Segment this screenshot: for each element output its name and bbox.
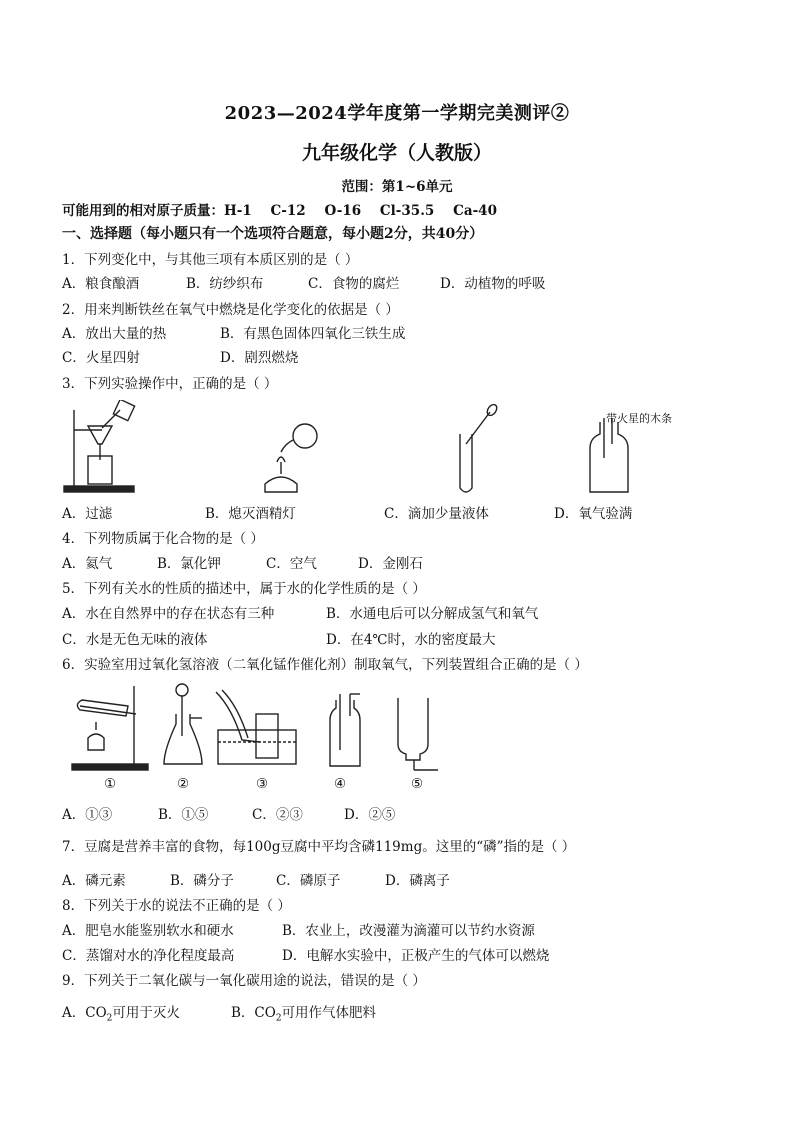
question-3-stem: 3．下列实验操作中，正确的是（ ） (62, 376, 278, 392)
q3-option-a: A．过滤 (62, 506, 113, 522)
question-5-stem: 5．下列有关水的性质的描述中，属于水的化学性质的是（ ） (62, 581, 426, 597)
apparatus-5-figure (394, 690, 442, 772)
question-9-stem: 9．下列关于二氧化碳与一氧化碳用途的说法，错误的是（ ） (62, 973, 426, 989)
q2-option-b: B．有黑色固体四氧化三铁生成 (220, 326, 406, 342)
q3-option-d: D．氧气验满 (554, 506, 633, 522)
q2-option-a: A．放出大量的热 (62, 326, 167, 342)
q4-option-c: C．空气 (266, 556, 317, 572)
apparatus-1-figure (66, 680, 156, 772)
q1-option-b: B．纺纱织布 (186, 276, 264, 292)
section-heading: 一、选择题（每小题只有一个选项符合题意，每小题2分，共40分） (62, 226, 484, 242)
q8-option-c: C．蒸馏对水的净化程度最高 (62, 948, 235, 964)
question-8-stem: 8．下列关于水的说法不正确的是（ ） (62, 898, 291, 914)
question-6-stem: 6．实验室用过氧化氢溶液（二氧化锰作催化剂）制取氧气，下列装置组合正确的是（ ） (62, 657, 588, 673)
q9-option-b-sub: 2 (275, 1013, 282, 1024)
q9-option-a-text: 可用于灭火 (112, 1005, 180, 1021)
q6-option-b: B．①⑤ (158, 807, 209, 823)
question-1-stem: 1．下列变化中，与其他三项有本质区别的是（ ） (62, 252, 359, 268)
q9-option-a-prefix: A．CO (62, 1005, 107, 1021)
q1-option-d: D．动植物的呼吸 (440, 276, 546, 292)
q5-option-a: A．水在自然界中的存在状态有三种 (62, 606, 275, 622)
page-subtitle: 九年级化学（人教版） (301, 142, 492, 164)
question-2-stem: 2．用来判断铁丝在氧气中燃烧是化学变化的依据是（ ） (62, 302, 399, 318)
q4-option-d: D．金刚石 (358, 556, 423, 572)
q9-option-b-text: 可用作气体肥料 (281, 1005, 377, 1021)
oxygen-bottle-figure (586, 418, 634, 498)
q1-option-c: C．食物的腐烂 (308, 276, 400, 292)
q6-option-d: D．②⑤ (344, 807, 396, 823)
splint-label: 带火星的木条 (606, 412, 672, 425)
q7-option-b: B．磷分子 (170, 873, 234, 889)
question-7-stem: 7．豆腐是营养丰富的食物，每100g豆腐中平均含磷119mg。这里的“磷”指的是（ ） (62, 839, 576, 855)
q5-option-c: C．水是无色无味的液体 (62, 632, 208, 648)
page-title: 2023—2024学年度第一学期完美测评② (224, 103, 570, 124)
q6-option-a: A．①③ (62, 807, 113, 823)
q8-option-b: B．农业上，改漫灌为滴灌可以节约水资源 (282, 923, 535, 939)
extinguish-lamp-figure (255, 418, 325, 500)
apparatus-3-figure (212, 688, 302, 772)
q9-option-b (231, 1001, 376, 1024)
q3-option-c: C．滴加少量液体 (384, 506, 489, 522)
q5-option-d: D．在4℃时，水的密度最大 (326, 632, 496, 648)
q3-option-b: B．熄灭酒精灯 (205, 506, 296, 522)
q2-option-d: D．剧烈燃烧 (220, 350, 299, 366)
filtration-apparatus-figure (62, 400, 142, 496)
apparatus-2-figure (160, 680, 210, 772)
scope-line: 范围：第1~6单元 (341, 179, 453, 195)
q8-option-d: D．电解水实验中，正极产生的气体可以燃烧 (282, 948, 550, 964)
apparatus-label-3: ③ (256, 776, 269, 792)
q9-option-a (62, 1001, 180, 1024)
question-4-stem: 4．下列物质属于化合物的是（ ） (62, 531, 264, 547)
q7-option-a: A．磷元素 (62, 873, 126, 889)
apparatus-label-5: ⑤ (411, 776, 424, 792)
q9-option-b-prefix: B．CO (231, 1005, 276, 1021)
atomic-masses: 可能用到的相对原子质量：H-1 C-12 O-16 Cl-35.5 Ca-40 (62, 203, 497, 219)
q8-option-a: A．肥皂水能鉴别软水和硬水 (62, 923, 234, 939)
apparatus-4-figure (326, 690, 366, 772)
q7-option-d: D．磷离子 (385, 873, 450, 889)
apparatus-label-2: ② (177, 776, 190, 792)
q2-option-c: C．火星四射 (62, 350, 140, 366)
apparatus-label-1: ① (104, 776, 117, 792)
apparatus-label-4: ④ (334, 776, 347, 792)
q7-option-c: C．磷原子 (276, 873, 341, 889)
q6-option-c: C．②③ (252, 807, 303, 823)
q5-option-b: B．水通电后可以分解成氢气和氧气 (326, 606, 539, 622)
q4-option-a: A．氦气 (62, 556, 113, 572)
q1-option-a: A．粮食酿酒 (62, 276, 140, 292)
dropper-tube-figure (446, 404, 506, 496)
q4-option-b: B．氯化钾 (157, 556, 221, 572)
q9-option-a-sub: 2 (106, 1013, 113, 1024)
